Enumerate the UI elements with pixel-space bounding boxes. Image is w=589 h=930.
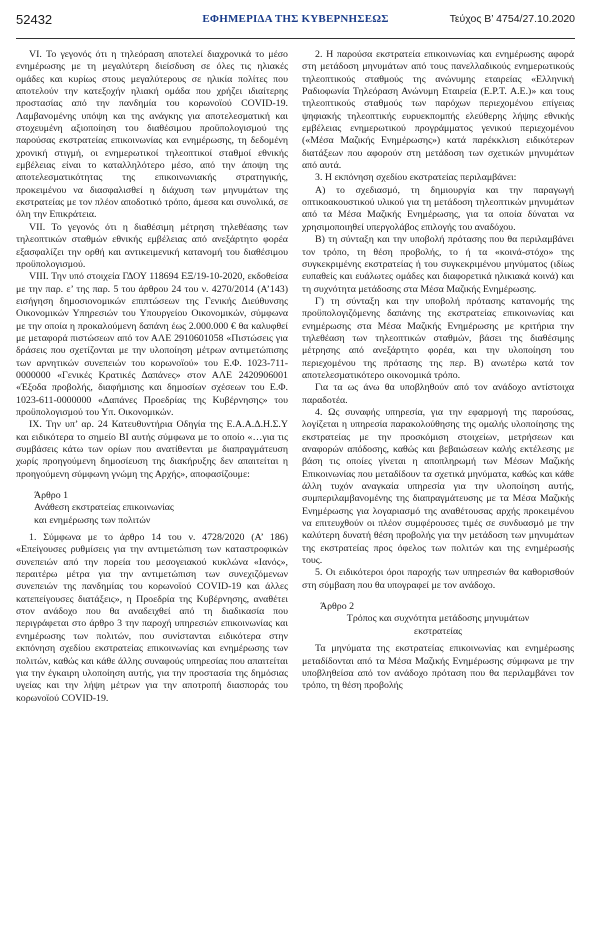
article-1-paragraph-2: 2. Η παρούσα εκστρατεία επικοινωνίας και ενημέρωσης αφορά στη μετάδοση μηνυμάτων από τους πανελλαδικούς ενημερωτικούς τηλεοπτικούς σταθμούς της ανώνυμης εταιρείας «Ελληνική Ραδιοφωνία Τηλεόραση Ανώνυμη Εταιρεία (Ε.Ρ.Τ. Α.Ε.)» και τους τηλεοπτικούς σταθμούς των παρόχων περιεχομένου επίγειας ψηφιακής τηλεοπτικής ευρυεκπομπής ελεύθερης λήψης εθνικής εμβέλειας ενημερωτικού προγράμματος γενικού περιεχομένου («Μέσα Μαζικής Ενημέρωσης») κατά παρέκκλιση ειδικότερων διατάξεων που αφορούν στη μετάδοση των σχετικών μηνυμάτων από αυτά.	[302, 49, 574, 172]
article-1-item-a: Α) το σχεδιασμό, τη δημιουργία και την παραγωγή οπτικοακουστικού υλικού για τη μετάδοση τηλεοπτικών μηνυμάτων από τα Μέσα Μαζικής Ενημέρωσης, για τα οποία δύναται να χρησιμοποιηθεί υπεργολάβος επιλογής του αναδόχου.	[302, 184, 574, 233]
issue-number: Τεύχος Β’ 4754/27.10.2020	[449, 13, 575, 25]
paragraph-ix: IX. Την υπ’ αρ. 24 Κατευθυντήρια Οδηγία της Ε.Α.Α.Δ.Η.Σ.Υ και ειδικότερα το σημείο ΒΙ αυτής σύμφωνα με το οποίο «…για τις συμβάσεις κάτω των ορίων που ανατίθενται με διαπραγμάτευση χωρίς προηγούμενη δημοσίευση της διακήρυξης δεν απαιτείται η προηγούμενη σύμφωνη γνώμη της Αρχής», αποφασίζουμε:	[16, 419, 288, 480]
article-1-paragraph-5: 5. Οι ειδικότεροι όροι παροχής των υπηρεσιών θα καθορισθούν στη σύμβαση που θα υπογραφεί με τον ανάδοχο.	[302, 567, 574, 591]
article-2-number: Άρθρο 2	[320, 601, 355, 613]
gazette-title: ΕΦΗΜΕΡΙΔΑ ΤΗΣ ΚΥΒΕΡΝΗΣΕΩΣ	[202, 13, 389, 25]
article-1-paragraph-4: 4. Ως συναφής υπηρεσία, για την εφαρμογή της παρούσας, λογίζεται η υπηρεσία παρακολούθησης της ομαλής υλοποίησης της εκστρατείας με την προσκόμιση στοιχείων, μετρήσεων και αναφορών απόδοσης, καθώς και βεβαιώσεων καλής εκτέλεσης με βάση τις οποίες γίνεται η αποπληρωμή των Μέσων Μαζικής Επικοινωνίας που μεταδίδουν τα σχετικά μηνύματα, καθώς και κάθε άλλη τυχόν αναγκαία υπηρεσία για την υλοποίηση αυτής, συμπεριλαμβανομένης της διαπραγμάτευσης με τα Μέσα Μαζικής Ενημέρωσης για λογαριασμό της αναθέτουσας αρχής προκειμένου να επιτευχθούν οι πλέον συμφέρουσες τιμές σε συνδυασμό με την καλύτερη δυνατή θέση προβολής για την μετάδοση των μηνυμάτων της εκστρατείας προς όφελος των πολιτών και της ενημέρωσής τους.	[302, 406, 574, 567]
article-1-paragraph-1: 1. Σύμφωνα με το άρθρο 14 του ν. 4728/2020 (Α’ 186) «Επείγουσες ρυθμίσεις για την αντιμετώπιση των καταστροφικών συνεπειών από την πορεία του μεσογειακού κυκλώνα «Ιανός», περαιτέρω μέτρα για την αντιμετώπιση των συνεχιζόμενων συνεπειών της πανδημίας του κορωνοϊού COVID-19 και άλλες κατεπείγουσες διατάξεις», η Προεδρία της Κυβέρνησης, αναθέτει στον ανάδοχο που θα αναδειχθεί από τη διαδικασία που περιγράφεται στο άρθρο 3 την παροχή υπηρεσιών επικοινωνίας και ενημέρωσης των πολιτών, που συνίστανται ειδικότερα στην εκπόνηση σχεδίου εκστρατείας επικοινωνίας και ενημέρωσης των πολιτών, καθώς και κάθε άλλης συναφούς υπηρεσίας που απαιτείται για την έγκαιρη υλοποίηση αυτής, για την προστασία της δημόσιας υγείας και την λήψη μέτρων για την αποτροπή διασποράς του κορωνοϊού COVID-19.	[16, 532, 288, 704]
article-2-paragraph-1: Τα μηνύματα της εκστρατείας επικοινωνίας και ενημέρωσης μεταδίδονται από τα Μέσα Μαζικής Ενημέρωσης σύμφωνα με την υποβληθείσα από τον ανάδοχο πρόταση που θα περιλαμβάνει τον τρόπο, τη θέση προβολής	[302, 643, 574, 692]
paragraph-vii: VII. Το γεγονός ότι η διαθέσιμη μέτρηση τηλεθέασης των τηλεοπτικών σταθμών εθνικής εμβέλειας από ανεξάρτητο φορέα εξασφαλίζει την ορθή και αντικειμενική κατανομή του διαθέσιμου προϋπολογισμού.	[16, 221, 288, 270]
paragraph-viii: VIII. Την υπό στοιχεία ΓΔΟΥ 118694 ΕΞ/19-10-2020, εκδοθείσα με την παρ. ε’ της παρ. 5 του άρθρου 24 του ν. 4270/2014 (Α’143) εισήγηση δημοσιονομικών επιπτώσεων της Γενικής Διεύθυνσης Οικονομικών Υπηρεσιών του Υπουργείου Οικονομικών, σύμφωνα με την οποία η προκαλούμενη δαπάνη έως 2.000.000 € θα καλυφθεί με μεταφορά πιστώσεων από τον ΑΛΕ 2910601058 «Πιστώσεις για δράσεις που σχετίζονται με την υλοποίηση μέτρων αντιμετώπισης των αρνητικών συνεπειών του κορωνοϊού» του Ε.Φ. 1023-711-0000000 «Γενικές Κρατικές Δαπάνες» στον ΑΛΕ 2420906001 «Έξοδα προβολής, διαφήμισης και δημοσίων σχέσεων του Ε.Φ. 1023-611-0000000 «Δαπάνες Προεδρίας της Κυβέρνησης» του προϋπολογισμού του Υπ. Οικονομικών.	[16, 271, 288, 418]
right-column	[302, 49, 574, 705]
article-2-title-line1: Τρόπος και συχνότητα μετάδοσης μηνυμάτων	[346, 613, 530, 625]
text-columns	[16, 49, 575, 705]
article-1-title-line1: Ανάθεση εκστρατείας επικοινωνίας	[34, 502, 174, 514]
page-number: 52432	[16, 12, 53, 27]
page-header	[16, 8, 575, 39]
article-1-title-line2: και ενημέρωσης των πολιτών	[34, 514, 151, 526]
paragraph-vi: VI. Το γεγονός ότι η τηλεόραση αποτελεί διαχρονικά το μέσο ενημέρωσης με τη μεγαλύτερη διείσδυση σε όλες τις ηλιακές ομάδες και κυρίως στους μεγαλύτερους σε ηλικία πολίτες που αποτελούν την κατεξοχήν ηλιακή ομάδα που χρήζει ιδιαίτερης προστασίας από την πανδημία του κορωνοϊού COVID-19. Λαμβανομένης υπόψη και της ανάγκης για αποτελεσματική και στοχευμένη αξιοποίηση του διαθέσιμου προϋπολογισμού της παρούσας εκστρατείας επικοινωνίας και ενημέρωσης, τη δεδομένη χρονική στιγμή, οι ενημερωτικοί τηλεοπτικοί σταθμοί εθνικής εμβέλειας είναι το καταλληλότερο μέσο, από την άποψη της αποτελεσματικότητας της επικοινωνιακής στρατηγικής, προκειμένου να διασφαλισθεί η διάχυση των μηνυμάτων της εκστρατείας με τον πλέον αποδοτικό τρόπο, άμεσα και συνολικά, σε όλη την Επικράτεια.	[16, 49, 288, 221]
article-1-deliverables: Για τα ως άνω θα υποβληθούν από τον ανάδοχο αντίστοιχα παραδοτέα.	[302, 382, 574, 406]
article-2-title-line2: εκστρατείας	[413, 625, 463, 637]
article-1-item-c: Γ) τη σύνταξη και την υποβολή πρότασης κατανομής της προϋπολογιζόμενης δαπάνης της εκστρατείας επικοινωνίας και ενημέρωσης στα Μέσα Μαζικής Ενημέρωσης με κριτήρια την τηλεθέαση των τηλεοπτικών σταθμών, βάσει της διαθέσιμης μέτρησης από ανεξάρτητο φορέα, και την υλοποίηση του περιεχομένου της πρότασης της περ. Β) ανωτέρω κατά τον αποτελεσματικότερο οικονομικά τρόπο.	[302, 295, 574, 381]
left-column	[16, 49, 288, 705]
article-1-number: Άρθρο 1	[34, 490, 69, 502]
article-1-item-b: Β) τη σύνταξη και την υποβολή πρότασης που θα περιλαμβάνει τον τρόπο, τη θέση προβολής, το ή τα «κοινά-στόχο» της συγκεκριμένης εκστρατείας ή του συγκεκριμένου μηνύματος (ιδίως ευπαθείς και ευάλωτες ομάδες και διαφορετικά ηλικιακά κοινά) και τη συχνότητα μετάδοσης στα Μέσα Μαζικής Ενημέρωσης.	[302, 234, 574, 295]
article-1-paragraph-3: 3. Η εκπόνηση σχεδίου εκστρατείας περιλαμβάνει:	[315, 172, 517, 184]
